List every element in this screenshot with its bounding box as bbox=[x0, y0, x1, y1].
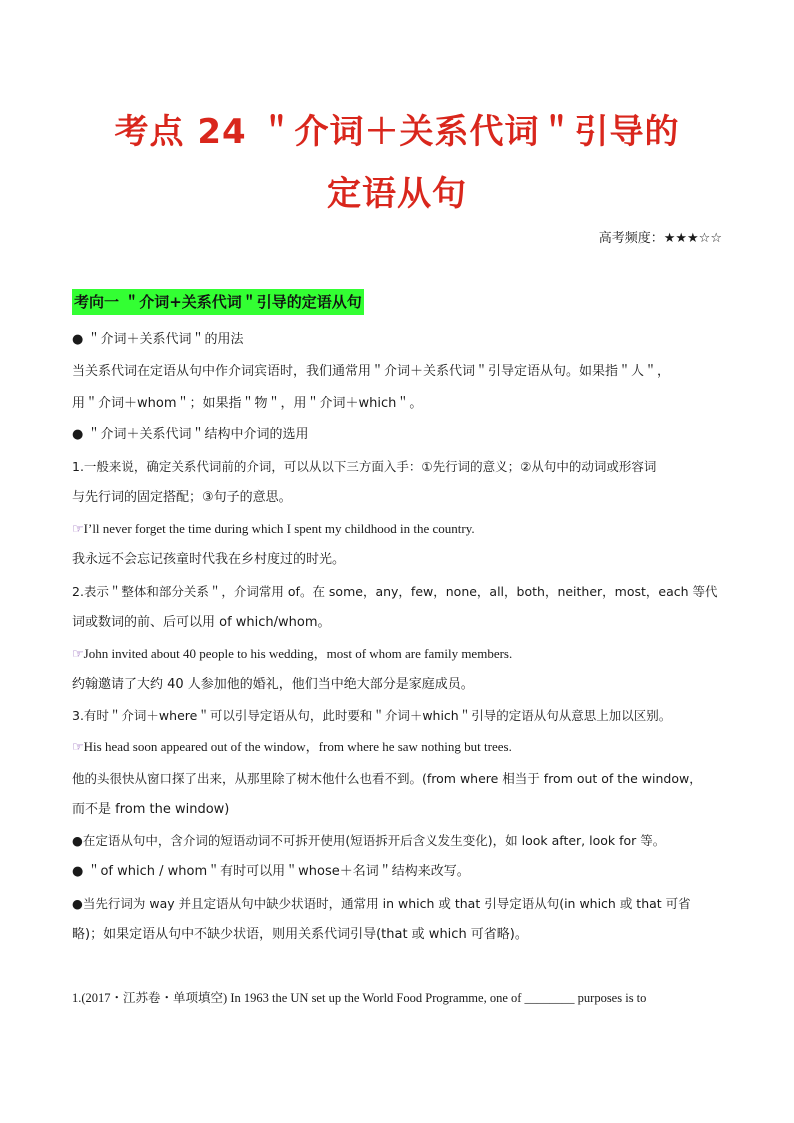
exam-frequency bbox=[599, 227, 722, 246]
example-text: I’ll never forget the time during which I spent my childhood in the country. bbox=[83, 521, 475, 536]
page-title-line-1: 考点 24 ＂介词＋关系代词＂引导的 bbox=[114, 112, 680, 152]
page-title-line-2: 定语从句 bbox=[327, 174, 467, 214]
paragraph-line: 1.一般来说，确定关系代词前的介词，可以从以下三方面入手：①先行词的意义；②从句中的动词或形容词 bbox=[72, 459, 657, 474]
section-heading: 考向一 ＂介词+关系代词＂引导的定语从句 bbox=[72, 289, 364, 315]
note-bullet: ●当先行词为 way 并且定语从句中缺少状语时，通常用 in which 或 that 引导定语从句(in which 或 that 可省 bbox=[72, 896, 691, 911]
example-sentence bbox=[72, 737, 724, 757]
example-translation: 约翰邀请了大约 40 人参加他的婚礼，他们当中绝大部分是家庭成员。 bbox=[72, 677, 474, 692]
preposition-heading: ● ＂介词＋关系代词＂结构中介词的选用 bbox=[72, 427, 309, 442]
example-translation: 他的头很快从窗口探了出来，从那里除了树木他什么也看不到。(from where 相当于 from out of the window， bbox=[72, 771, 702, 786]
usage-heading: ● ＂介词＋关系代词＂的用法 bbox=[72, 332, 244, 347]
pointing-hand-icon: ☞ bbox=[72, 739, 84, 754]
frequency-stars: ★★★☆☆ bbox=[663, 231, 722, 246]
pointing-hand-icon: ☞ bbox=[72, 521, 84, 536]
paragraph-line: 3.有时＂介词＋where＂可以引导定语从句，此时要和＂介词＋which＂引导的定语从句从意思上加以区别。 bbox=[72, 708, 672, 723]
frequency-label: 高考频度： bbox=[598, 231, 664, 246]
note-bullet: ●在定语从句中，含介词的短语动词不可拆开使用(短语拆开后含义发生变化)，如 look after, look for 等。 bbox=[72, 833, 666, 848]
example-sentence bbox=[72, 519, 724, 539]
paragraph-line: 与先行词的固定搭配；③句子的意思。 bbox=[72, 490, 292, 505]
paragraph-line: 2.表示＂整体和部分关系＂，介词常用 of。在 some，any，few，none，all，both，neither，most，each 等代 bbox=[72, 584, 718, 599]
paragraph-line: 词或数词的前、后可以用 of which/whom。 bbox=[72, 615, 331, 630]
example-sentence bbox=[72, 644, 724, 664]
example-text: John invited about 40 people to his wedding，most of whom are family members. bbox=[83, 646, 513, 661]
example-translation: 我永远不会忘记孩童时代我在乡村度过的时光。 bbox=[72, 552, 346, 567]
note-bullet: 略)；如果定语从句中不缺少状语，则用关系代词引导(that 或 which 可省略)。 bbox=[72, 927, 528, 942]
pointing-hand-icon: ☞ bbox=[72, 646, 84, 661]
paragraph-line: 用＂介词＋whom＂；如果指＂物＂，用＂介词＋which＂。 bbox=[72, 396, 423, 411]
example-text: His head soon appeared out of the window，from where he saw nothing but trees. bbox=[83, 739, 512, 754]
paragraph-line: 当关系代词在定语从句中作介词宾语时，我们通常用＂介词＋关系代词＂引导定语从句。如果指＂人＂， bbox=[72, 364, 671, 379]
example-translation: 而不是 from the window) bbox=[72, 802, 230, 817]
note-bullet: ● ＂of which / whom＂有时可以用＂whose＋名词＂结构来改写。 bbox=[72, 864, 470, 879]
exercise-question: 1.(2017・江苏卷・单项填空) In 1963 the UN set up the World Food Programme, one of ________ purposes is to bbox=[72, 991, 647, 1005]
